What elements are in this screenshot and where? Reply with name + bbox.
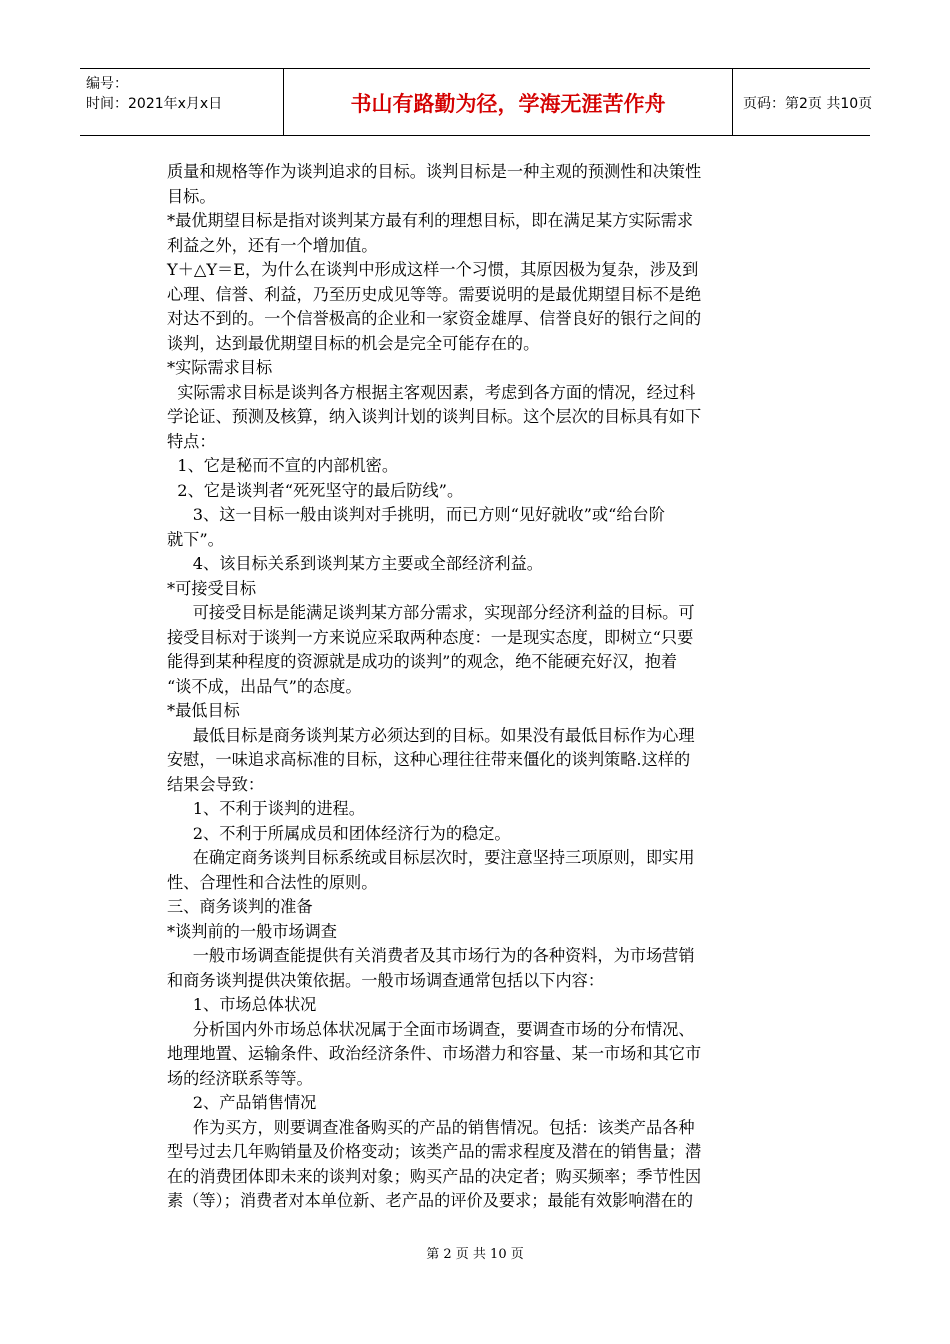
- text-line: *实际需求目标: [167, 358, 273, 377]
- text-line: 利益之外，还有一个增加值。: [167, 235, 378, 255]
- text-line: *最优期望目标是指对谈判某方最有利的理想目标，即在满足某方实际需求: [167, 211, 694, 230]
- text-line: 分析国内外市场总体状况属于全面市场调查，要调查市场的分布情况、: [167, 1019, 695, 1039]
- text-line: 在的消费团体即未来的谈判对象；购买产品的决定者；购买频率；季节性因: [167, 1166, 702, 1186]
- page-header: [80, 68, 873, 136]
- text-line: 在确定商务谈判目标系统或目标层次时，要注意坚持三项原则，即实用: [167, 848, 695, 867]
- text-line: *可接受目标: [167, 578, 257, 598]
- page-footer: 第 2 页 共 10 页: [426, 1247, 524, 1262]
- text-line: *谈判前的一般市场调查: [167, 921, 337, 941]
- text-line: 最低目标是商务谈判某方必须达到的目标。如果没有最低目标作为心理: [167, 725, 695, 745]
- text-line: 1、不利于谈判的进程。: [167, 799, 365, 818]
- text-line: *最低目标: [167, 701, 240, 720]
- text-line: 和商务谈判提供决策依据。一般市场调查通常包括以下内容：: [167, 970, 605, 990]
- text-line: Y＋△Y＝E，为什么在谈判中形成这样一个习惯，其原因极为复杂，涉及到: [167, 260, 699, 279]
- text-line: 接受目标对于谈判一方来说应采取两种态度：一是现实态度，即树立“只要: [167, 627, 694, 647]
- text-line: 特点：: [167, 431, 216, 451]
- header-motto-cell: [284, 69, 733, 135]
- header-page-cell: [733, 69, 873, 135]
- header-info-cell: [80, 69, 284, 135]
- text-line: 性、合理性和合法性的原则。: [167, 872, 378, 892]
- document-body: [167, 160, 807, 1214]
- text-line: 1、它是秘而不宣的内部机密。: [167, 456, 399, 475]
- text-line: 1、市场总体状况: [167, 995, 317, 1014]
- text-line: 一般市场调查能提供有关消费者及其市场行为的各种资料，为市场营销: [167, 946, 695, 965]
- text-line: 地理地置、运输条件、政治经济条件、市场潜力和容量、某一市场和其它市: [167, 1044, 702, 1063]
- text-line: 心理、信誉、利益，乃至历史成见等等。需要说明的是最优期望目标不是绝: [167, 284, 702, 304]
- text-line: 作为买方，则要调查准备购买的产品的销售情况。包括：该类产品各种: [167, 1117, 695, 1137]
- text-line: 4、该目标关系到谈判某方主要或全部经济利益。: [167, 554, 543, 573]
- number-label: 编号：: [86, 76, 128, 92]
- text-line: 安慰，一味追求高标准的目标，这种心理往往带来僵化的谈判策略.这样的: [167, 750, 691, 769]
- text-line: 素（等）；消费者对本单位新、老产品的评价及要求；最能有效影响潜在的: [167, 1191, 694, 1210]
- text-line: 就下”。: [167, 529, 224, 549]
- text-line: 对达不到的。一个信誉极高的企业和一家资金雄厚、信誉良好的银行之间的: [167, 309, 702, 328]
- text-line: 2、不利于所属成员和团体经济行为的稳定。: [167, 823, 511, 843]
- text-line: 结果会导致：: [167, 774, 265, 794]
- text-line: 可接受目标是能满足谈判某方部分需求，实现部分经济利益的目标。可: [167, 603, 695, 622]
- text-line: 学论证、预测及核算，纳入谈判计划的谈判目标。这个层次的目标具有如下: [167, 407, 702, 426]
- text-line: “谈不成，出品气”的态度。: [167, 676, 362, 696]
- text-line: 2、产品销售情况: [167, 1093, 317, 1112]
- text-line: 3、这一目标一般由谈判对手挑明，而已方则“见好就收”或“给台阶: [167, 505, 665, 524]
- text-line: 2、它是谈判者“死死坚守的最后防线”。: [167, 480, 464, 500]
- text-line: 三、商务谈判的准备: [167, 897, 313, 916]
- text-line: 能得到某种程度的资源就是成功的谈判”的观念，绝不能硬充好汉，抱着: [167, 652, 678, 671]
- text-line: 场的经济联系等等。: [167, 1068, 313, 1088]
- text-line: 目标。: [167, 186, 216, 206]
- text-line: 质量和规格等作为谈判追求的目标。谈判目标是一种主观的预测性和决策性: [167, 162, 702, 181]
- time-label: 时间：2021年x月x日: [86, 96, 223, 112]
- text-line: 谈判，达到最优期望目标的机会是完全可能存在的。: [167, 333, 540, 353]
- motto-text: 书山有路勤为径，学海无涯苦作舟: [350, 92, 666, 116]
- text-line: 型号过去几年购销量及价格变动；该类产品的需求程度及潜在的销售量；潜: [167, 1142, 702, 1161]
- text-line: 实际需求目标是谈判各方根据主客观因素，考虑到各方面的情况，经过科: [167, 382, 696, 402]
- page-info: 页码：第2页 共10页: [743, 96, 873, 112]
